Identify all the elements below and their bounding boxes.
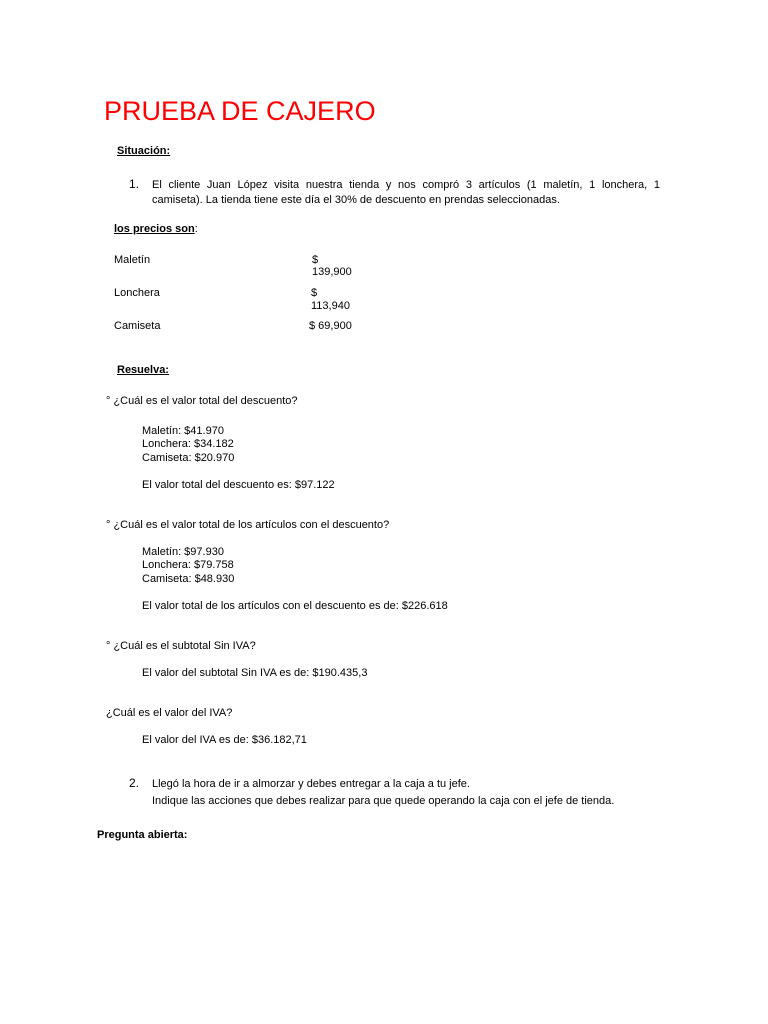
situacion-heading: Situación:	[117, 145, 171, 157]
q2-line-camiseta: Camiseta: $48.930	[142, 573, 235, 585]
question-4: ¿Cuál es el valor del IVA?	[106, 707, 233, 719]
question-1: ° ¿Cuál es el valor total del descuento?	[106, 395, 298, 407]
q3-answer: El valor del subtotal Sin IVA es de: $190.435,3	[142, 667, 368, 679]
page-title: PRUEBA DE CAJERO	[104, 96, 376, 126]
price-name-lonchera: Lonchera	[114, 287, 160, 299]
item-2-number: 2.	[129, 776, 140, 790]
prices-label: los precios son	[114, 223, 195, 235]
price-amount-lonchera: 113,940	[311, 300, 350, 312]
item-1-line-1: El cliente Juan López visita nuestra tienda y nos compró 3 artículos (1 maletín, 1 lonchera, 1	[152, 179, 660, 191]
item-1-line-2: camiseta). La tienda tiene este día el 30% de descuento en prendas seleccionadas.	[152, 194, 560, 206]
q4-answer: El valor del IVA es de: $36.182,71	[142, 734, 307, 746]
item-1-number: 1.	[129, 177, 140, 191]
price-currency-maletin: $	[312, 254, 319, 266]
q2-line-maletin: Maletín: $97.930	[142, 546, 224, 558]
price-amount-maletin: 139,900	[312, 266, 352, 278]
q1-answer: El valor total del descuento es: $97.122	[142, 479, 335, 491]
q1-line-camiseta: Camiseta: $20.970	[142, 452, 235, 464]
resuelva-heading: Resuelva:	[117, 364, 169, 376]
question-3: ° ¿Cuál es el subtotal Sin IVA?	[106, 640, 256, 652]
prices-colon: :	[194, 223, 198, 235]
q1-line-maletin: Maletín: $41.970	[142, 425, 224, 437]
price-currency-lonchera: $	[311, 287, 318, 299]
q2-answer: El valor total de los artículos con el descuento es de: $226.618	[142, 600, 448, 612]
price-name-camiseta: Camiseta	[114, 320, 161, 332]
pregunta-abierta-heading: Pregunta abierta:	[97, 829, 188, 841]
item-2-line-2: Indique las acciones que debes realizar para que quede operando la caja con el jefe de tienda.	[152, 795, 615, 807]
price-value-camiseta: $ 69,900	[309, 320, 352, 332]
q1-line-lonchera: Lonchera: $34.182	[142, 438, 234, 450]
item-2-line-1: Llegó la hora de ir a almorzar y debes entregar a la caja a tu jefe.	[152, 778, 470, 790]
q2-line-lonchera: Lonchera: $79.758	[142, 559, 234, 571]
prices-heading	[114, 223, 198, 236]
question-2: ° ¿Cuál es el valor total de los artículos con el descuento?	[106, 519, 390, 531]
price-name-maletin: Maletín	[114, 254, 151, 266]
